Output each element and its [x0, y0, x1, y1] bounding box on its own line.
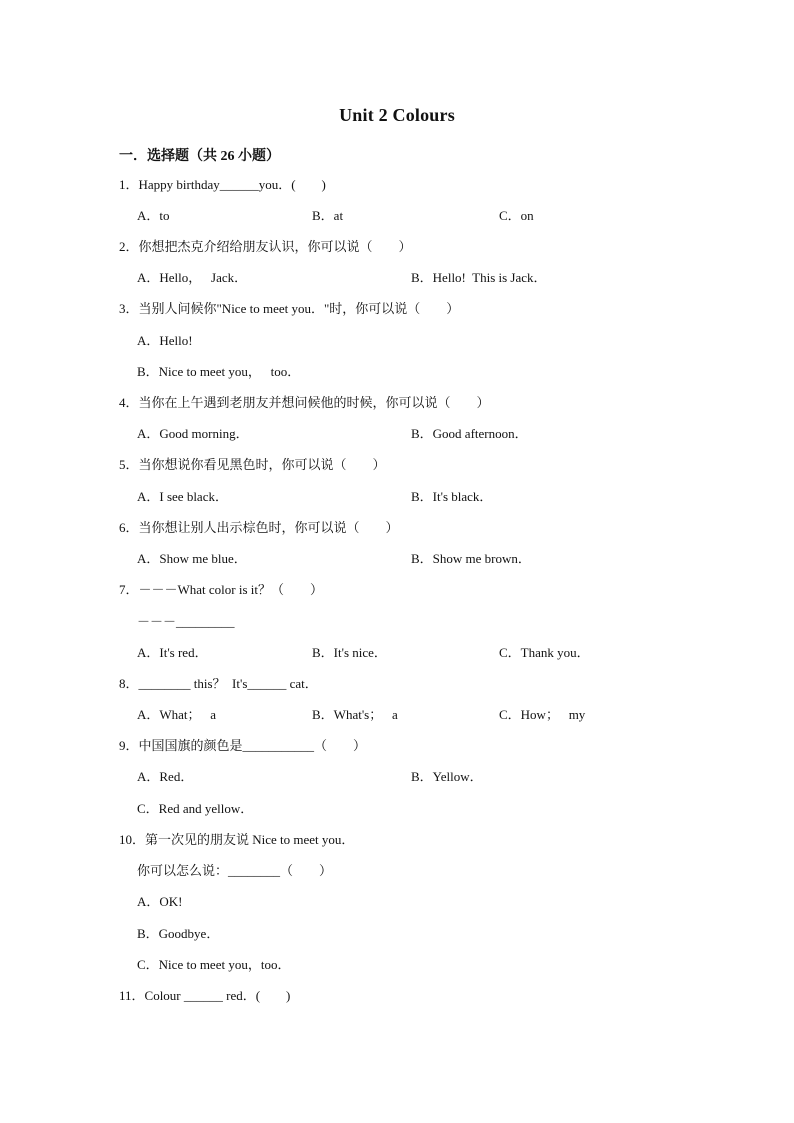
question-4-stem: 4．当你在上午遇到老朋友并想问候他的时候，你可以说（ ）	[119, 395, 490, 410]
question-3-stem: 3．当别人问候你"Nice to meet you．"时，你可以说（ ）	[119, 301, 460, 316]
question-7-option-a[interactable]: A．It's red．	[137, 645, 208, 660]
question-2-stem: 2．你想把杰克介绍给朋友认识，你可以说（ ）	[119, 239, 412, 254]
question-9-stem: 9．中国国旗的颜色是___________（ ）	[119, 738, 367, 753]
question-10-stem-continued: 你可以怎么说：________（ ）	[137, 863, 333, 878]
question-5-option-a[interactable]: A．I see black．	[137, 489, 228, 504]
question-6-option-b[interactable]: B．Show me brown．	[411, 551, 531, 566]
question-7-option-b[interactable]: B．It's nice．	[312, 645, 387, 660]
document-title: Unit 2 Colours	[339, 105, 455, 125]
question-6-stem: 6．当你想让别人出示棕色时，你可以说（ ）	[119, 520, 399, 535]
question-4-option-a[interactable]: A．Good morning．	[137, 426, 249, 441]
question-1-stem: 1．Happy birthday______you．( )	[119, 177, 326, 192]
question-8-option-c[interactable]: C．How； my	[499, 707, 586, 722]
question-3-option-a[interactable]: A．Hello!	[137, 333, 193, 348]
question-10-option-c[interactable]: C．Nice to meet you，too．	[137, 957, 291, 972]
question-5-stem: 5．当你想说你看见黑色时，你可以说（ ）	[119, 457, 386, 472]
question-9-option-b[interactable]: B．Yellow．	[411, 769, 483, 784]
question-8-option-a[interactable]: A．What； a	[137, 707, 217, 722]
question-3-option-b[interactable]: B．Nice to meet you， too．	[137, 364, 301, 379]
section-heading: 一．选择题（共 26 小题）	[119, 149, 280, 164]
question-8-stem: 8．________ this？ It's______ cat．	[119, 676, 318, 691]
question-7-option-c[interactable]: C．Thank you．	[499, 645, 590, 660]
question-9-option-a[interactable]: A．Red．	[137, 769, 194, 784]
question-1-option-b[interactable]: B．at	[312, 208, 344, 223]
question-5-option-b[interactable]: B．It's black．	[411, 489, 493, 504]
question-10-option-a[interactable]: A．OK!	[137, 894, 183, 909]
question-1-option-c[interactable]: C．on	[499, 208, 534, 223]
question-7-answer-blank: －－－_________	[137, 614, 235, 629]
question-11-stem: 11．Colour ______ red．( )	[119, 988, 291, 1003]
question-7-stem: 7．－－－What color is it？（ ）	[119, 582, 324, 597]
question-1-option-a[interactable]: A．to	[137, 208, 170, 223]
question-2-option-a[interactable]: A．Hello， Jack．	[137, 270, 248, 285]
question-6-option-a[interactable]: A．Show me blue．	[137, 551, 247, 566]
question-10-option-b[interactable]: B．Goodbye．	[137, 926, 220, 941]
question-2-option-b[interactable]: B．Hello! This is Jack．	[411, 270, 547, 285]
question-10-stem: 10．第一次见的朋友说 Nice to meet you．	[119, 832, 355, 847]
question-9-option-c[interactable]: C．Red and yellow．	[137, 801, 254, 816]
question-8-option-b[interactable]: B．What's； a	[312, 707, 398, 722]
question-4-option-b[interactable]: B．Good afternoon．	[411, 426, 528, 441]
